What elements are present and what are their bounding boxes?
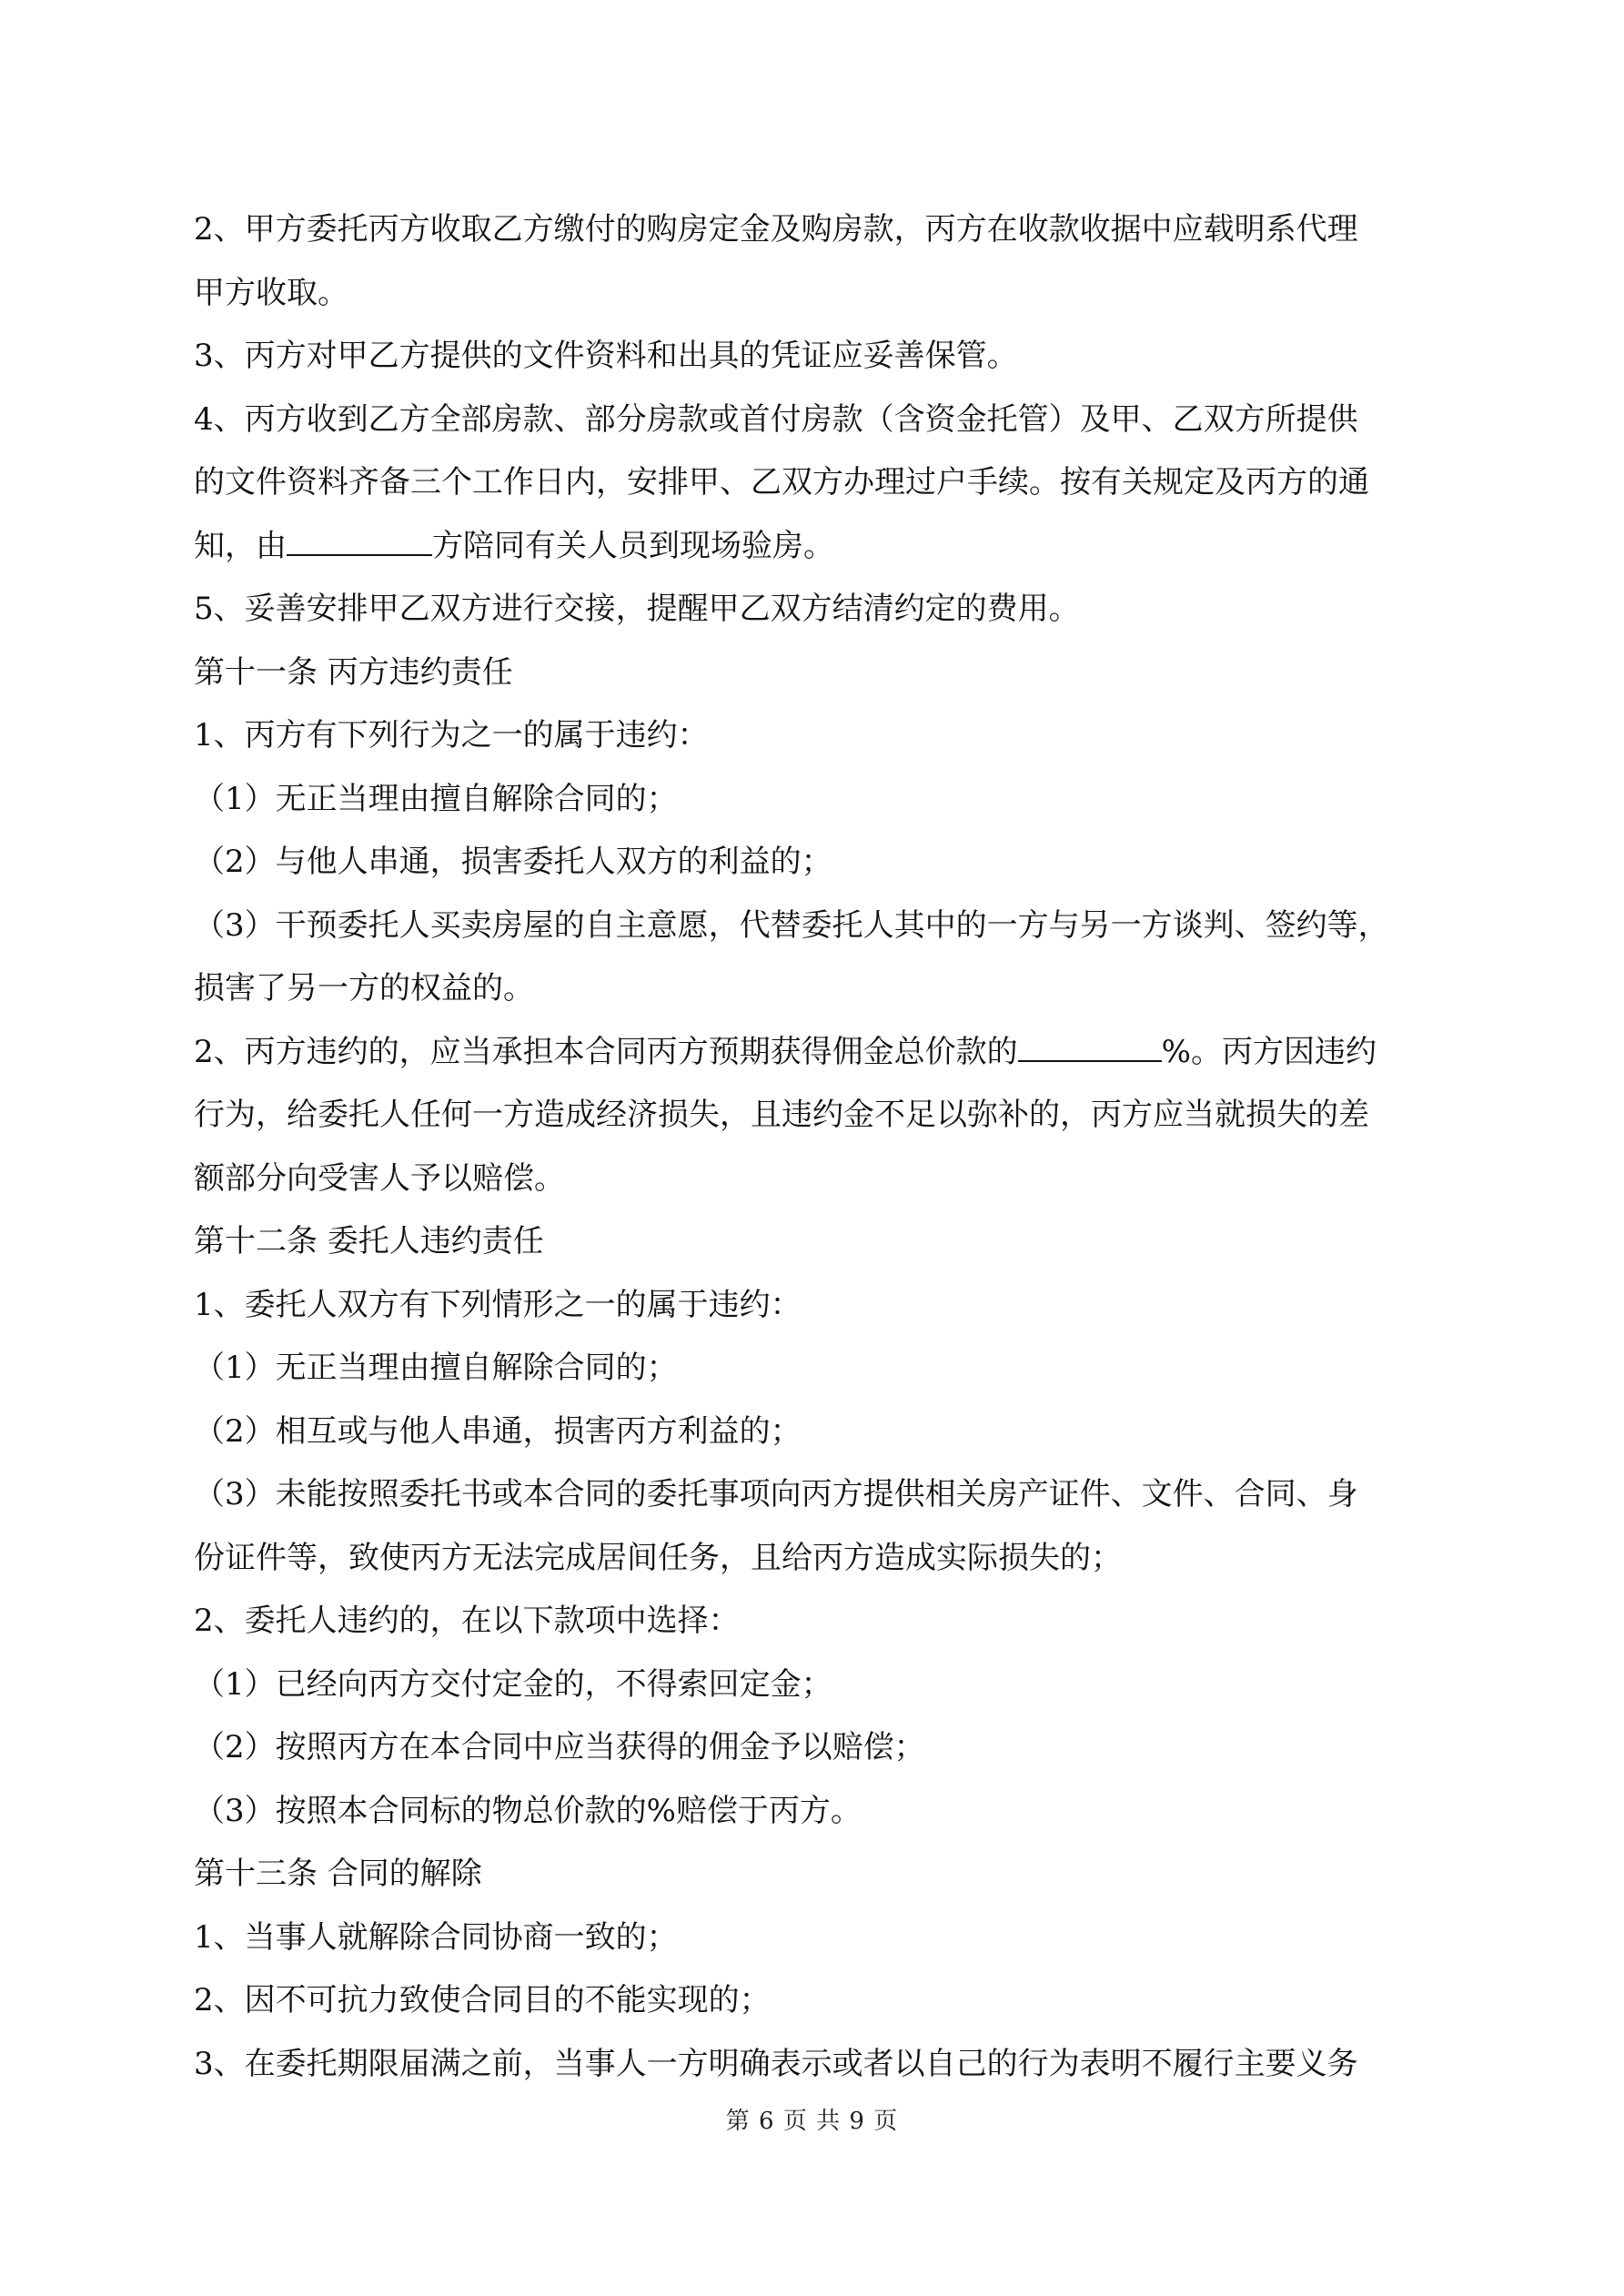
text-line: 2、甲方委托丙方收取乙方缴付的购房定金及购房款，丙方在收款收据中应载明系代理 (194, 211, 1358, 248)
text-line: 4、丙方收到乙方全部房款、部分房款或首付房款（含资金托管）及甲、乙双方所提供 (194, 400, 1358, 438)
text-line: （3）按照本合同标的物总价款的%赔偿于丙方。 (194, 1792, 862, 1829)
text-line: 2、因不可抗力致使合同目的不能实现的； (194, 1982, 771, 2018)
document-body (194, 198, 1440, 2096)
text-line: 1、丙方有下列行为之一的属于违约： (194, 717, 709, 754)
text-fragment: %。丙方因违约 (1161, 1033, 1377, 1070)
text-line: （2）相互或与他人串通，损害丙方利益的； (194, 1412, 802, 1450)
text-line (194, 515, 1440, 579)
text-line: 额部分向受害人予以赔偿。 (194, 1159, 565, 1197)
text-line: 3、在委托期限届满之前，当事人一方明确表示或者以自己的行为表明不履行主要义务 (194, 2045, 1358, 2082)
text-line: （1）已经向丙方交付定金的，不得索回定金； (194, 1665, 832, 1703)
section-heading: 第十二条 委托人违约责任 (194, 1223, 544, 1259)
text-line: 份证件等，致使丙方无法完成居间任务，且给丙方造成实际损失的； (194, 1539, 1122, 1576)
text-line: 行为，给委托人任何一方造成经济损失，且违约金不足以弥补的，丙方应当就损失的差 (194, 1097, 1369, 1133)
text-line: （3）干预委托人买卖房屋的自主意愿，代替委托人其中的一方与另一方谈判、签约等， (194, 906, 1389, 944)
text-fragment: 方陪同有关人员到现场验房。 (432, 527, 834, 564)
section-heading: 第十一条 丙方违约责任 (194, 653, 513, 691)
text-line: 5、妥善安排甲乙双方进行交接，提醒甲乙双方结清约定的费用。 (194, 591, 1080, 627)
page-number-footer: 第 6 页 共 9 页 (725, 2108, 899, 2135)
text-line: 1、委托人双方有下列情形之一的属于违约： (194, 1286, 802, 1323)
text-fragment: 2、丙方违约的，应当承担本合同丙方预期获得佣金总价款的 (194, 1033, 1018, 1070)
text-line: （2）按照丙方在本合同中应当获得的佣金予以赔偿； (194, 1729, 925, 1765)
text-line: 损害了另一方的权益的。 (194, 970, 534, 1006)
text-fragment: 知，由 (194, 527, 287, 564)
text-line: 的文件资料齐备三个工作日内，安排甲、乙双方办理过户手续。按有关规定及丙方的通 (194, 464, 1369, 501)
section-heading: 第十三条 合同的解除 (194, 1856, 482, 1892)
text-line: 3、丙方对甲乙方提供的文件资料和出具的凭证应妥善保管。 (194, 338, 1018, 374)
text-line: 1、当事人就解除合同协商一致的； (194, 1918, 678, 1956)
text-line: （3）未能按照委托书或本合同的委托事项向丙方提供相关房产证件、文件、合同、身 (194, 1476, 1358, 1512)
text-line: （1）无正当理由擅自解除合同的； (194, 1350, 678, 1386)
fill-in-blank (287, 527, 432, 556)
text-line: （2）与他人串通，损害委托人双方的利益的； (194, 844, 832, 880)
text-line: 2、委托人违约的，在以下款项中选择： (194, 1603, 740, 1639)
text-line: 甲方收取。 (194, 274, 348, 311)
text-line: （1）无正当理由擅自解除合同的； (194, 780, 678, 817)
text-line (194, 1021, 1440, 1085)
fill-in-blank (1018, 1033, 1162, 1062)
